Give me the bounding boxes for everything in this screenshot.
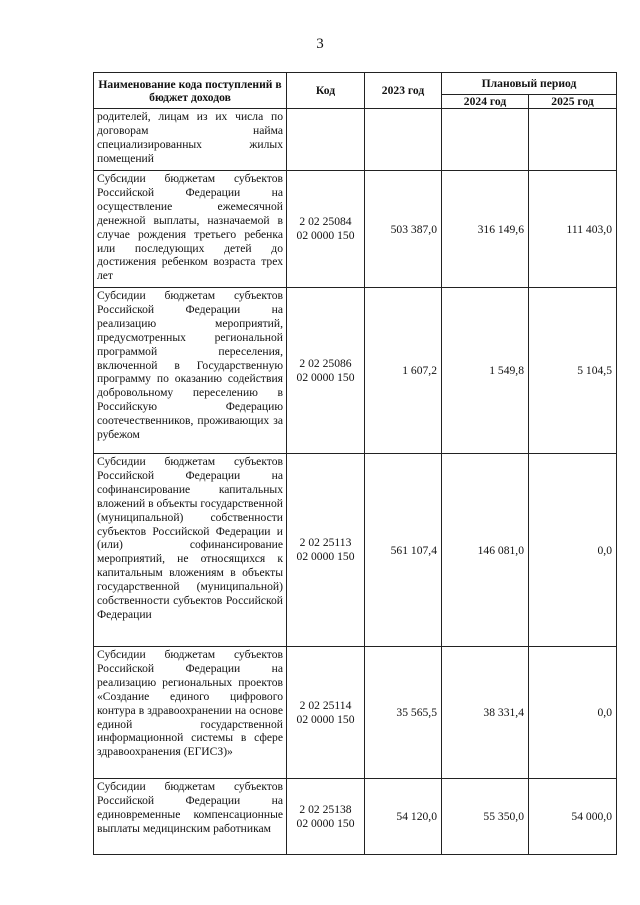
table-row [94,647,617,779]
row-value-2024: 38 331,4 [442,647,529,779]
row-code [287,454,365,647]
page-number: 3 [316,36,324,52]
row-code-part2: 02 0000 150 [296,816,355,830]
header-code: Код [287,73,365,109]
row-name: Субсидии бюджетам субъектов Российской Федерации на реализацию региональных проектов «Создание единого цифрового контура в здравоохранении на основе единой государственной информационной системы в сфере здравоохранения (ЕГИСЗ)» [94,647,287,779]
row-code [287,109,365,171]
row-value-2025 [529,109,617,171]
row-code-part2: 02 0000 150 [296,550,355,563]
row-value-2024: 316 149,6 [442,171,529,288]
row-value-2023 [365,109,442,171]
table-row [94,288,617,454]
row-name: Субсидии бюджетам субъектов Российской Федерации на реализацию мероприятий, предусмотренных региональной программой переселения, включенной в Государственную программу по оказанию содействия добровольному переселению в Российскую Федерацию соотечественников, проживающих за рубежом [94,288,287,454]
header-name: Наименование кода поступлений в бюджет доходов [94,73,287,109]
row-code-part1: 2 02 25114 [299,698,352,712]
row-value-2023: 503 387,0 [365,171,442,288]
row-code-part2: 02 0000 150 [296,712,355,726]
table-row [94,779,617,855]
row-code-part1: 2 02 25138 [299,802,352,816]
header-year-2024: 2024 год [442,95,529,109]
header-year-2025: 2025 год [529,95,617,109]
table-row [94,454,617,647]
table-row [94,171,617,288]
row-value-2024: 55 350,0 [442,779,529,855]
row-name: Субсидии бюджетам субъектов Российской Федерации на осуществление ежемесячной денежной выплаты, назначаемой в случае рождения третьего ребенка или последующих детей до достижения ребенком возраста трех лет [94,171,287,288]
row-name: Субсидии бюджетам субъектов Российской Федерации на единовременные компенсационные выплаты медицинским работникам [94,779,287,855]
row-name: Субсидии бюджетам субъектов Российской Федерации на софинансирование капитальных вложений в объекты государственной (муниципальной) собственности субъектов Российской Федерации и (или) софинансирование мероприятий, не относящихся к капитальным вложениям в объекты государственной (муниципальной) собственности субъектов Российской Федерации [94,454,287,647]
row-name: родителей, лицам из их числа по договорам найма специализированных жилых помещений [94,109,287,171]
header-plan-period: Плановый период [442,73,617,95]
row-value-2025: 5 104,5 [529,288,617,454]
row-value-2024: 146 081,0 [442,454,529,647]
header-year-2023: 2023 год [365,73,442,109]
row-value-2024 [442,109,529,171]
row-code [287,779,365,855]
row-value-2024: 1 549,8 [442,288,529,454]
row-value-2025: 111 403,0 [529,171,617,288]
row-value-2023: 561 107,4 [365,454,442,647]
row-code-part1: 2 02 25113 [299,536,352,549]
row-value-2023: 1 607,2 [365,288,442,454]
row-value-2023: 54 120,0 [365,779,442,855]
row-code [287,647,365,779]
row-value-2023: 35 565,5 [365,647,442,779]
row-code-part2: 02 0000 150 [296,229,355,242]
row-value-2025: 54 000,0 [529,779,617,855]
row-code-part1: 2 02 25086 [299,356,352,370]
revenue-table [93,72,617,855]
row-code [287,171,365,288]
row-value-2025: 0,0 [529,647,617,779]
row-code-part1: 2 02 25084 [299,215,352,228]
row-code [287,288,365,454]
table-row [94,109,617,171]
row-value-2025: 0,0 [529,454,617,647]
row-code-part2: 02 0000 150 [296,370,355,384]
